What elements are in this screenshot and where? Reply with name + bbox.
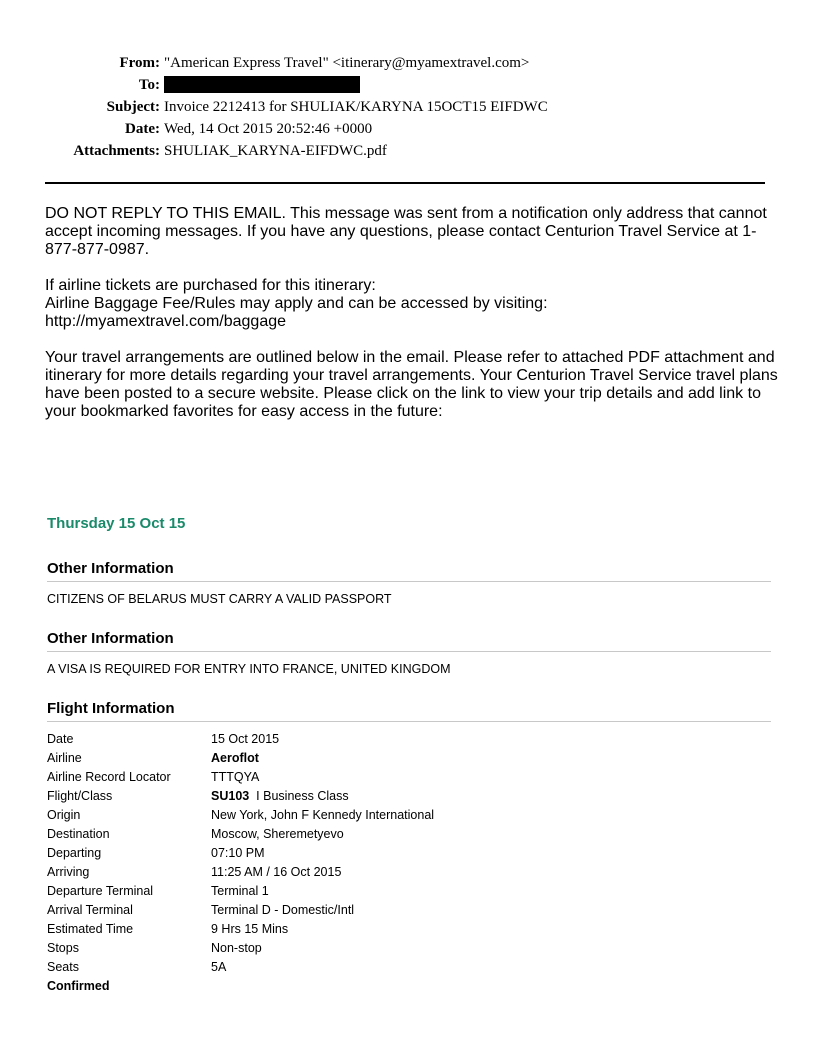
table-row xyxy=(47,806,771,825)
row-value: Terminal D - Domestic/Intl xyxy=(211,903,355,917)
subject-row xyxy=(0,96,760,118)
to-value-redacted xyxy=(164,74,360,96)
row-label: Arriving xyxy=(47,865,90,879)
email-body xyxy=(45,205,785,439)
row-label: Estimated Time xyxy=(47,922,134,936)
table-row xyxy=(47,920,771,939)
table-row xyxy=(47,825,771,844)
row-label: Flight/Class xyxy=(47,789,113,803)
row-label: Origin xyxy=(47,808,81,822)
row-label: Airline Record Locator xyxy=(47,770,171,784)
row-value: 11:25 AM / 16 Oct 2015 xyxy=(211,865,342,879)
arrangements-notice: Your travel arrangements are outlined below in the email. Please refer to attached PDF attachment and itinerary for more details regarding your travel arrangements. Your Centurion Travel Service travel plans have been posted to a secure website. Please click on the link to view your trip details and add link to your bookmarked favorites for easy access in the future: xyxy=(45,349,778,420)
table-row xyxy=(47,768,771,787)
row-value: 07:10 PM xyxy=(211,846,265,860)
row-value: Moscow, Sheremetyevo xyxy=(211,827,344,841)
flight-table xyxy=(47,730,771,996)
row-label: Destination xyxy=(47,827,110,841)
table-row xyxy=(47,730,771,749)
section-title: Other Information xyxy=(47,630,771,652)
date-value: Wed, 14 Oct 2015 20:52:46 +0000 xyxy=(164,121,373,137)
other-info-section-1 xyxy=(47,560,771,607)
table-row xyxy=(47,958,771,977)
section-title: Flight Information xyxy=(47,700,771,722)
day-title: Thursday 15 Oct 15 xyxy=(47,515,186,532)
row-value: Aeroflot xyxy=(211,751,259,765)
row-label: Seats xyxy=(47,960,79,974)
subject-value: Invoice 2212413 for SHULIAK/KARYNA 15OCT15 EIFDWC xyxy=(164,99,548,115)
row-label: Departure Terminal xyxy=(47,884,154,898)
baggage-link[interactable]: http://myamextravel.com/baggage xyxy=(45,313,287,330)
table-row xyxy=(47,787,771,806)
row-value: Non-stop xyxy=(211,941,262,955)
row-label: Stops xyxy=(47,941,79,955)
table-row xyxy=(47,844,771,863)
row-value: Terminal 1 xyxy=(211,884,269,898)
from-value: "American Express Travel" <itinerary@myamextravel.com> xyxy=(164,55,530,71)
attachments-label: Attachments: xyxy=(73,143,160,159)
date-label: Date: xyxy=(125,121,160,137)
attachments-row xyxy=(0,140,760,162)
other-info-section-2 xyxy=(47,630,771,677)
table-row xyxy=(47,863,771,882)
row-label: Arrival Terminal xyxy=(47,903,133,917)
row-value: TTTQYA xyxy=(211,770,260,784)
from-row xyxy=(0,52,760,74)
section-text: CITIZENS OF BELARUS MUST CARRY A VALID PASSPORT xyxy=(47,592,392,606)
flight-class: I Business Class xyxy=(249,789,349,803)
row-value: 9 Hrs 15 Mins xyxy=(211,922,289,936)
to-row xyxy=(0,74,760,96)
table-row xyxy=(47,882,771,901)
baggage-line-2: Airline Baggage Fee/Rules may apply and can be accessed by visiting: xyxy=(45,295,548,312)
email-header xyxy=(0,52,760,162)
booking-status: Confirmed xyxy=(47,979,110,993)
section-text: A VISA IS REQUIRED FOR ENTRY INTO FRANCE, UNITED KINGDOM xyxy=(47,662,451,676)
row-label: Departing xyxy=(47,846,102,860)
table-row xyxy=(47,901,771,920)
row-label: Date xyxy=(47,732,74,746)
row-value: 15 Oct 2015 xyxy=(211,732,280,746)
flight-number: SU103 xyxy=(211,789,250,803)
no-reply-notice: DO NOT REPLY TO THIS EMAIL. This message was sent from a notification only address that cannot accept incoming messages. If you have any questions, please contact Centurion Travel Service at 1-877-877-0987. xyxy=(45,205,767,258)
baggage-notice xyxy=(45,277,785,331)
table-row xyxy=(47,939,771,958)
row-value: 5A xyxy=(211,960,227,974)
attachment-file[interactable]: SHULIAK_KARYNA-EIFDWC.pdf xyxy=(164,143,387,159)
section-title: Other Information xyxy=(47,560,771,582)
itinerary xyxy=(47,514,771,996)
from-label: From: xyxy=(119,55,160,71)
to-label: To: xyxy=(138,77,160,93)
header-divider xyxy=(45,182,765,184)
baggage-line-1: If airline tickets are purchased for this itinerary: xyxy=(45,277,376,294)
table-row xyxy=(47,749,771,768)
flight-info-section xyxy=(47,700,771,996)
row-label: Airline xyxy=(47,751,82,765)
redaction-bar xyxy=(164,76,360,93)
date-row xyxy=(0,118,760,140)
row-value: New York, John F Kennedy International xyxy=(211,808,435,822)
subject-label: Subject: xyxy=(106,99,160,115)
row-value xyxy=(211,787,349,806)
